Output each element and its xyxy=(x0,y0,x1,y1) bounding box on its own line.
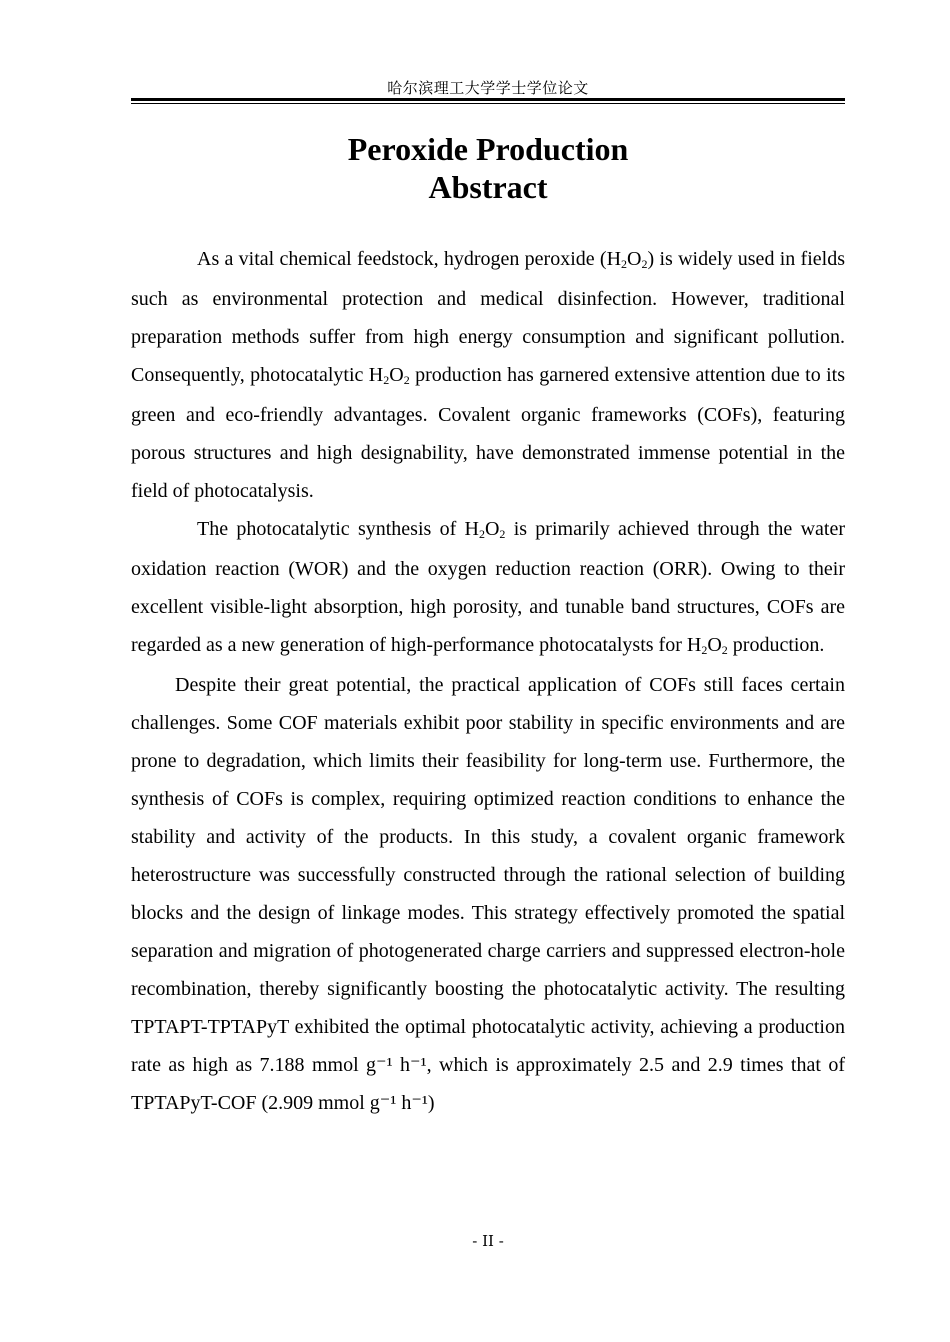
subscript: 2 xyxy=(499,527,506,541)
page-number: - II - xyxy=(472,1232,504,1250)
abstract-paragraph-2 xyxy=(131,510,845,666)
header-rule-thick xyxy=(131,98,845,101)
subscript: 2 xyxy=(621,257,628,271)
running-header: 哈尔滨理工大学学士学位论文 xyxy=(387,79,589,97)
subscript: 2 xyxy=(403,373,410,387)
title-line-2: Abstract xyxy=(428,169,548,205)
subscript: 2 xyxy=(478,527,485,541)
paragraph-text: O xyxy=(707,634,722,656)
subscript: 2 xyxy=(721,643,728,657)
paragraph-text: production has garnered extensive attention due to its green and eco-friendly advantages. Covalent organic frameworks (COFs), featuring porous structures and high designability, have demonstrated immense potential in the field of photocatalysis. xyxy=(131,364,845,502)
header-rule-thin xyxy=(131,103,845,104)
paragraph-text: O xyxy=(627,248,642,270)
subscript: 2 xyxy=(383,373,390,387)
subscript: 2 xyxy=(701,643,708,657)
title-line-1: Peroxide Production xyxy=(347,131,629,167)
page-title xyxy=(131,130,845,206)
paragraph-text: The photocatalytic synthesis of H xyxy=(197,518,479,540)
subscript: 2 xyxy=(641,257,648,271)
paragraph-text: O xyxy=(389,364,404,386)
abstract-paragraph-3: Despite their great potential, the practical application of COFs still faces certain challenges. Some COF materials exhibit poor stability in specific environments and are prone to degradation, which limits their feasibility for long-term use. Furthermore, the synthesis of COFs is complex, requiring optimized reaction conditions to enhance the stability and activity of the products. In this study, a covalent organic framework heterostructure was successfully constructed through the rational selection of building blocks and the design of linkage modes. This strategy effectively promoted the spatial separation and migration of photogenerated charge carriers and suppressed electron-hole recombination, thereby significantly boosting the photocatalytic activity. The resulting TPTAPT-TPTAPyT exhibited the optimal photocatalytic activity, achieving a production rate as high as 7.188 mmol g⁻¹ h⁻¹, which is approximately 2.5 and 2.9 times that of TPTAPyT-COF (2.909 mmol g⁻¹ h⁻¹) xyxy=(131,674,845,1114)
paragraph-text: As a vital chemical feedstock, hydrogen peroxide (H xyxy=(197,248,622,270)
paragraph-text: O xyxy=(484,518,500,540)
paragraph-text: is primarily achieved through the water oxidation reaction (WOR) and the oxygen reduction reaction (ORR). Owing to their excellent visible-light absorption, high porosity, and tunable band structures, COFs are regarded as a new generation of high-performance photocatalysts for H xyxy=(131,518,845,656)
abstract-paragraph-1 xyxy=(131,240,845,510)
paragraph-text: ) is widely used in fields such as environmental protection and medical disinfection. However, traditional preparation methods suffer from high energy consumption and significant pollution. Consequently, photocatalytic H xyxy=(131,248,845,386)
paragraph-text: production. xyxy=(727,634,825,656)
abstract-body xyxy=(131,240,845,1122)
